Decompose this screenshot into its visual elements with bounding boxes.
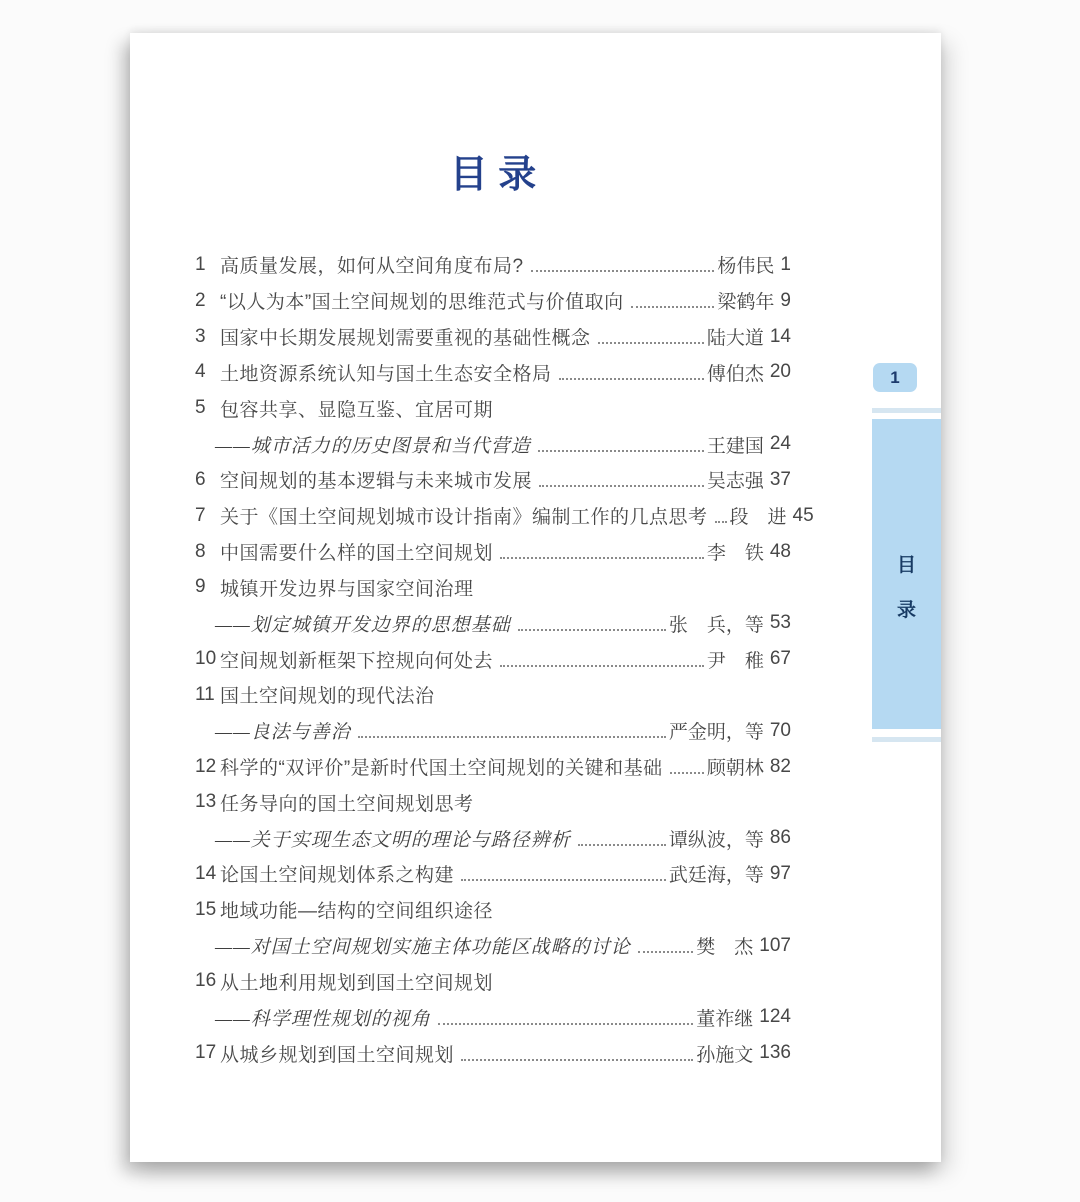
dotted-leader — [461, 866, 666, 881]
entry-page-number: 20 — [769, 361, 791, 383]
entry-author: 樊 杰 — [696, 937, 754, 959]
toc-entry-row — [195, 749, 791, 785]
entry-title: 土地资源系统认知与国土生态安全格局 — [220, 363, 552, 385]
toc-subtitle-row — [195, 928, 791, 964]
toc-entry-row — [195, 247, 791, 283]
entry-page-number: 24 — [769, 433, 791, 455]
dotted-leader — [438, 1010, 693, 1025]
entry-page-number: 37 — [769, 468, 791, 490]
entry-number: 9 — [195, 576, 206, 598]
dotted-leader — [358, 723, 666, 738]
entry-number: 6 — [195, 468, 206, 490]
entry-author: 吴志强 — [706, 471, 764, 493]
sidebar-divider-top — [872, 408, 941, 413]
entry-page-number: 1 — [780, 253, 791, 275]
entry-number: 17 — [195, 1042, 217, 1064]
entry-title: “以人为本”国土空间规划的思维范式与价值取向 — [220, 292, 624, 314]
entry-author: 李 铁 — [706, 543, 764, 565]
toc-subtitle-row — [195, 713, 791, 749]
chapter-edge-tab — [872, 419, 941, 729]
entry-title: 国家中长期发展规划需要重视的基础性概念 — [220, 328, 591, 350]
dotted-leader — [715, 508, 727, 523]
toc-entry-row — [195, 641, 791, 677]
dotted-leader — [559, 365, 704, 380]
dotted-leader — [638, 938, 693, 953]
sidebar-divider-bottom — [872, 737, 941, 742]
toc-entry-row — [195, 462, 791, 498]
dotted-leader — [500, 652, 704, 667]
entry-title: 空间规划新框架下控规向何处去 — [220, 650, 494, 672]
dotted-leader — [631, 293, 715, 308]
entry-subtitle: ——城市活力的历史图景和当代营造 — [215, 435, 531, 457]
entry-title: 论国土空间规划体系之构建 — [220, 865, 455, 887]
entry-page-number: 86 — [769, 827, 791, 849]
entry-page-number: 67 — [769, 648, 791, 670]
toc-entry-row — [195, 892, 791, 928]
entry-page-number: 124 — [759, 1006, 791, 1028]
entry-author: 严金明，等 — [668, 722, 764, 744]
book-page — [130, 33, 941, 1162]
toc-subtitle-row — [195, 605, 791, 641]
toc-entry-row — [195, 534, 791, 570]
entry-title: 从城乡规划到国土空间规划 — [220, 1044, 455, 1066]
entry-number: 8 — [195, 540, 206, 562]
page-title: 目 录 — [449, 154, 537, 196]
toc-entry-row — [195, 498, 814, 534]
entry-title: 国土空间规划的现代法治 — [220, 686, 435, 708]
toc-entry-row — [195, 677, 791, 713]
entry-author: 杨伟民 — [717, 256, 775, 278]
entry-author: 傅伯杰 — [706, 363, 764, 385]
entry-title: 任务导向的国土空间规划思考 — [220, 793, 474, 815]
entry-subtitle: ——划定城镇开发边界的思想基础 — [215, 614, 511, 636]
entry-number: 3 — [195, 325, 206, 347]
entry-author: 孙施文 — [696, 1044, 754, 1066]
entry-title: 包容共享、显隐互鉴、宜居可期 — [220, 399, 494, 421]
entry-number: 15 — [195, 898, 217, 920]
entry-author: 谭纵波，等 — [668, 829, 764, 851]
entry-title: 关于《国土空间规划城市设计指南》编制工作的几点思考 — [220, 507, 708, 529]
entry-author: 陆大道 — [706, 328, 764, 350]
toc-entry-row — [195, 856, 791, 892]
entry-number: 1 — [195, 253, 206, 275]
dotted-leader — [539, 472, 704, 487]
dotted-leader — [578, 831, 666, 846]
entry-title: 中国需要什么样的国土空间规划 — [220, 543, 494, 565]
entry-author: 董祚继 — [696, 1008, 754, 1030]
entry-author: 顾朝林 — [706, 758, 764, 779]
toc-entry-row — [195, 1035, 791, 1071]
dotted-leader — [538, 437, 704, 452]
dotted-leader — [500, 544, 704, 559]
entry-author: 段 进 — [729, 507, 787, 529]
toc-entry-row — [195, 354, 791, 390]
entry-number: 4 — [195, 361, 206, 383]
entry-page-number: 45 — [792, 504, 814, 526]
chapter-tab-char-2: 录 — [896, 600, 916, 621]
dotted-leader — [598, 329, 704, 344]
page-number: 1 — [890, 367, 900, 387]
entry-subtitle: ——科学理性规划的视角 — [215, 1008, 431, 1030]
toc-entry-row — [195, 569, 791, 605]
entry-subtitle: ——对国土空间规划实施主体功能区战略的讨论 — [215, 937, 631, 959]
chapter-tab-char-1: 目 — [896, 555, 916, 576]
entry-number: 14 — [195, 862, 217, 884]
entry-page-number: 14 — [769, 325, 791, 347]
entry-title: 科学的“双评价”是新时代国土空间规划的关键和基础 — [220, 758, 663, 779]
dotted-leader — [670, 759, 704, 774]
entry-page-number: 82 — [769, 755, 791, 777]
entry-number: 12 — [195, 755, 217, 777]
entry-number: 5 — [195, 397, 206, 419]
toc-entry-row — [195, 784, 791, 820]
entry-title: 城镇开发边界与国家空间治理 — [220, 578, 474, 600]
entry-page-number: 9 — [780, 289, 791, 311]
entry-author: 王建国 — [706, 435, 764, 457]
entry-subtitle: ——关于实现生态文明的理论与路径辨析 — [215, 829, 571, 851]
toc-subtitle-row — [195, 426, 791, 462]
entry-author: 武廷海，等 — [668, 865, 764, 887]
entry-page-number: 70 — [769, 719, 791, 741]
entry-page-number: 107 — [759, 934, 791, 956]
entry-author: 张 兵，等 — [668, 614, 764, 636]
entry-page-number: 97 — [769, 862, 791, 884]
dotted-leader — [461, 1046, 693, 1061]
toc-entry-row — [195, 964, 791, 1000]
entry-number: 16 — [195, 970, 217, 992]
dotted-leader — [531, 257, 715, 272]
toc-entry-row — [195, 390, 791, 426]
dotted-leader — [518, 616, 666, 631]
toc-entry-row — [195, 283, 791, 319]
entry-author: 尹 稚 — [706, 650, 764, 672]
entry-author: 梁鹤年 — [717, 292, 775, 314]
entry-title: 地域功能—结构的空间组织途径 — [220, 901, 494, 923]
entry-subtitle: ——良法与善治 — [215, 722, 351, 744]
entry-title: 从土地利用规划到国土空间规划 — [220, 972, 494, 994]
entry-number: 7 — [195, 504, 206, 526]
entry-page-number: 136 — [759, 1042, 791, 1064]
toc-subtitle-row — [195, 820, 791, 856]
entry-number: 10 — [195, 648, 217, 670]
toc-entry-row — [195, 319, 791, 355]
entry-number: 2 — [195, 289, 206, 311]
entry-title: 高质量发展，如何从空间角度布局? — [220, 256, 524, 278]
entry-title: 空间规划的基本逻辑与未来城市发展 — [220, 471, 533, 493]
entry-number: 13 — [195, 791, 217, 813]
page-number-tab — [873, 363, 917, 392]
entry-number: 11 — [195, 683, 215, 705]
entry-page-number: 48 — [769, 540, 791, 562]
toc-list — [195, 247, 814, 1071]
toc-subtitle-row — [195, 999, 791, 1035]
entry-page-number: 53 — [769, 612, 791, 634]
chapter-edge-tab-label — [872, 543, 941, 633]
